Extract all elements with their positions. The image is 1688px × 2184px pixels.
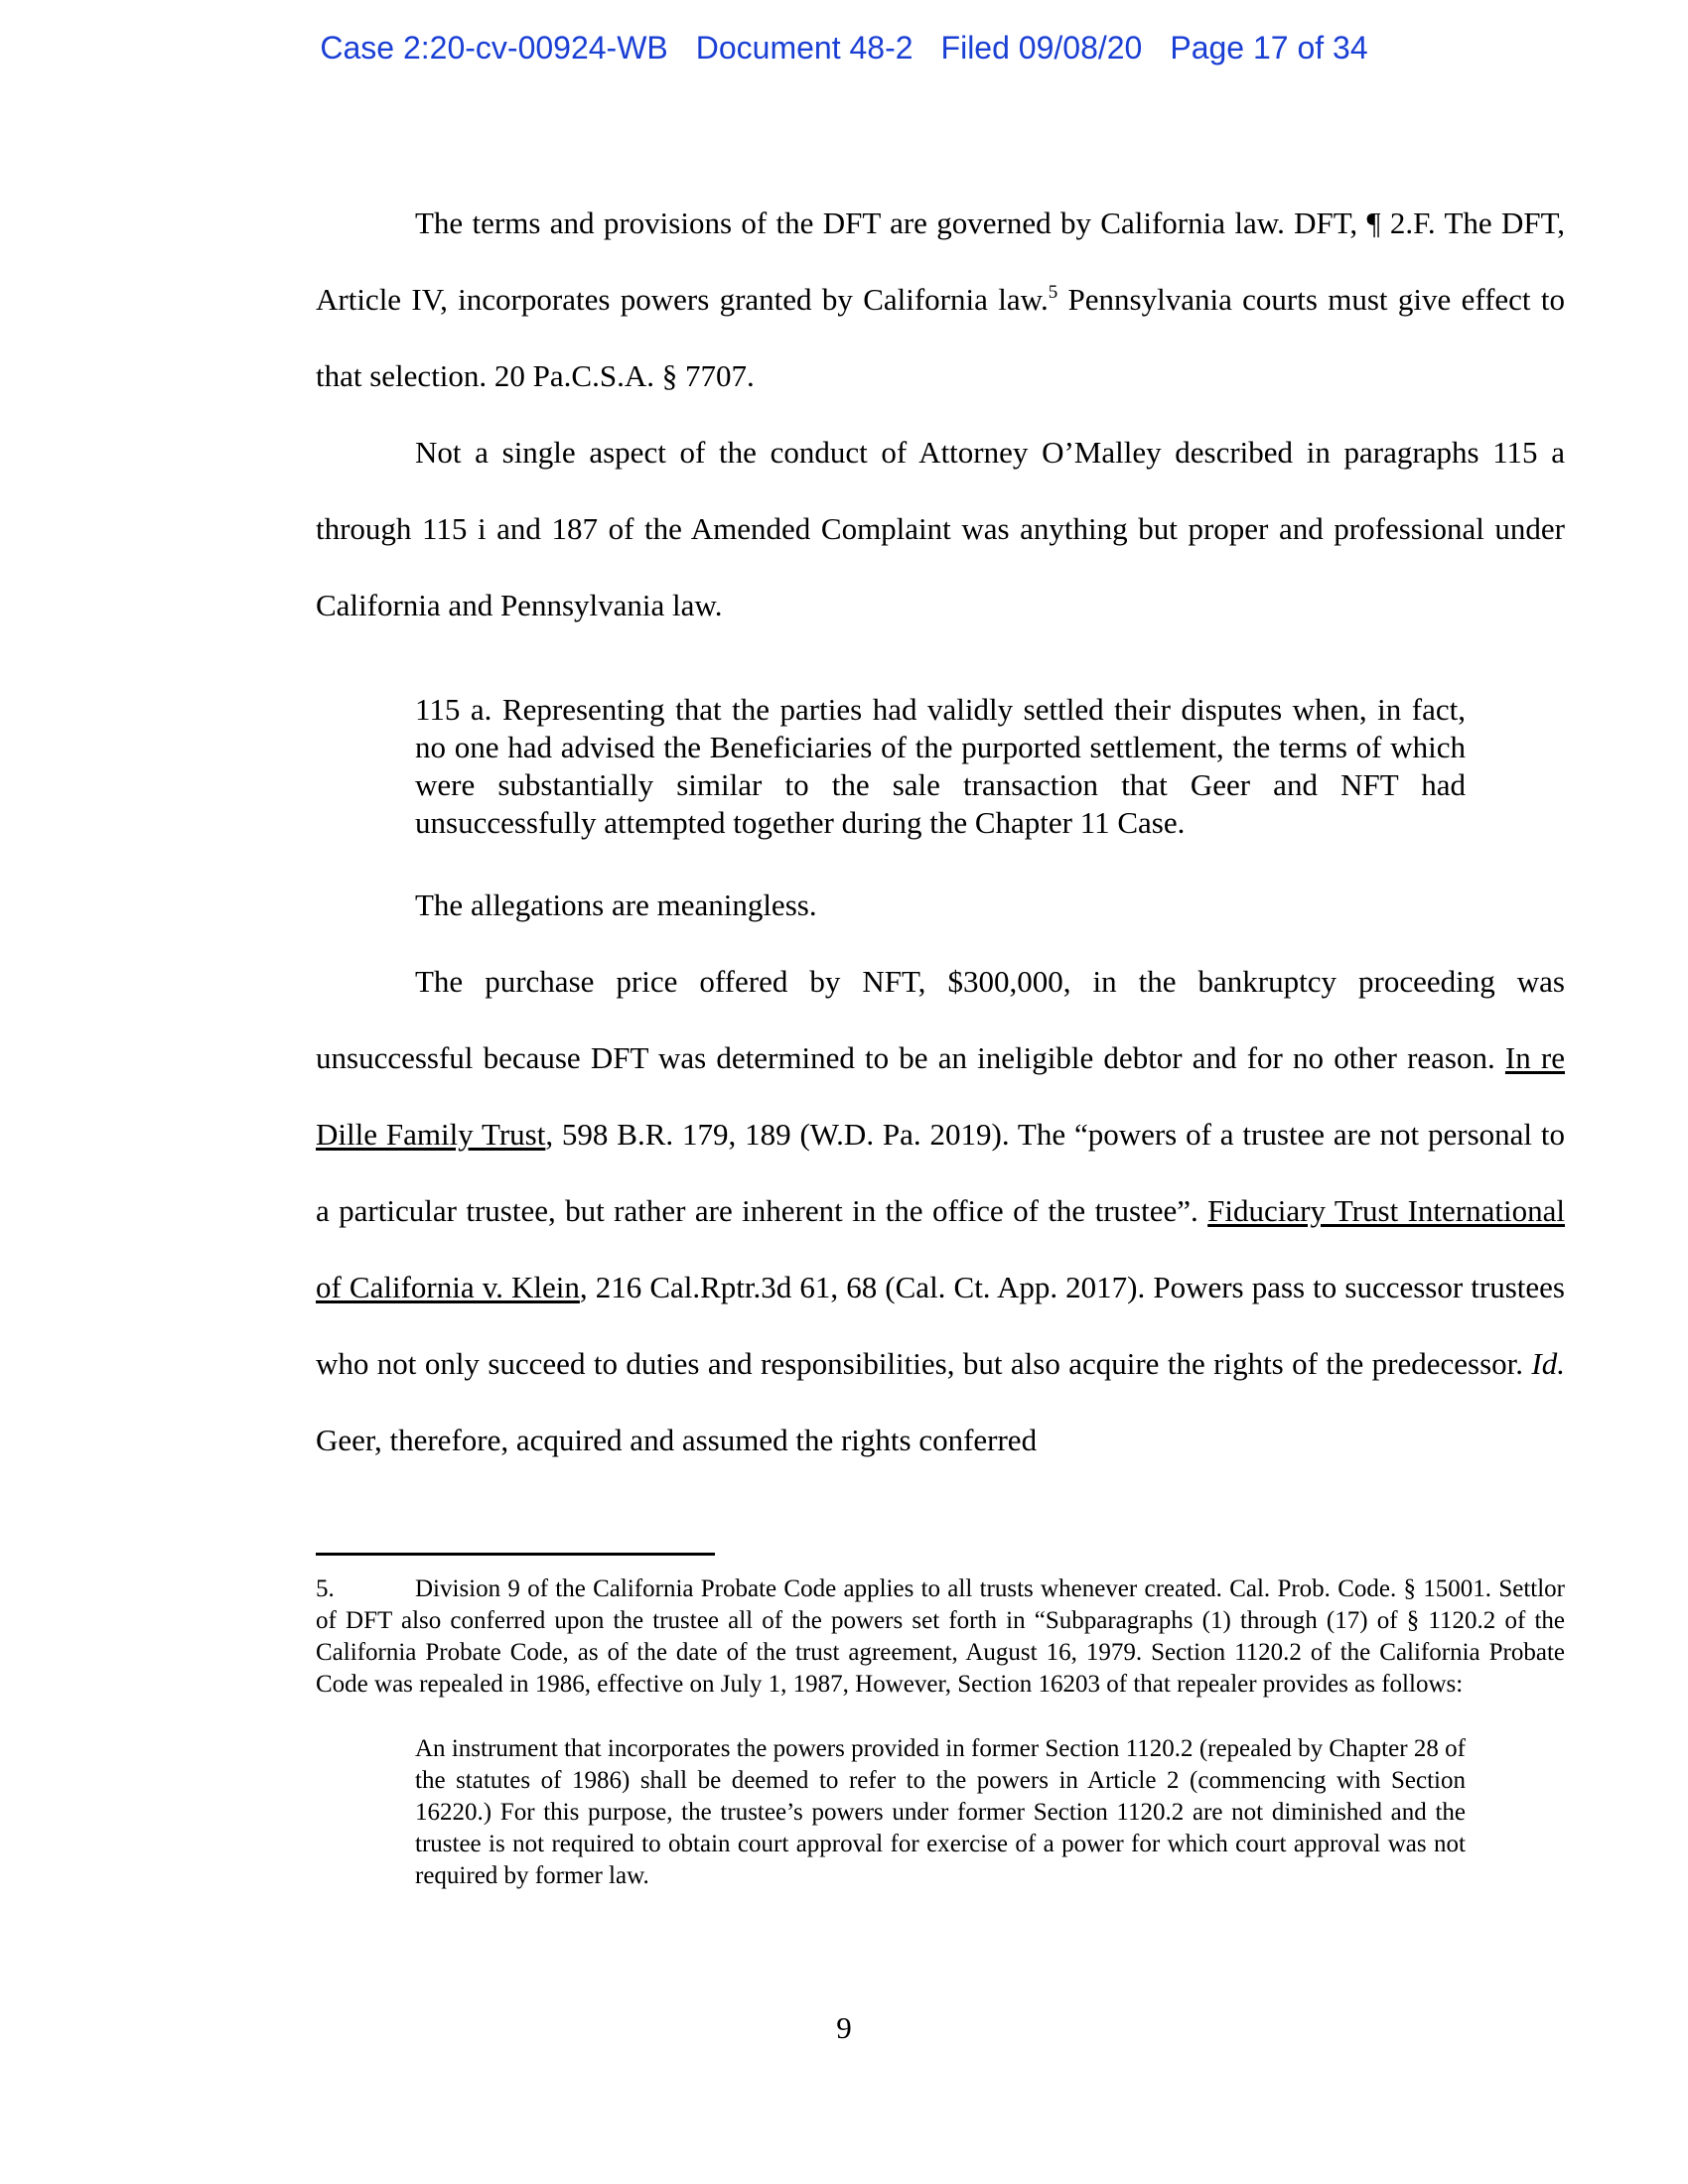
case-number: Case 2:20-cv-00924-WB — [320, 30, 668, 66]
para1-text-a: The terms and provisions of the DFT are governed by California law. DFT, ¶ 2.F. The DFT, Article IV, incorporates powers granted by California law. — [316, 205, 1565, 317]
para1-text-b: Pennsylvania courts must give effect to that selection. 20 Pa.C.S.A. § 7707. — [316, 282, 1565, 393]
filed-date: Filed 09/08/20 — [940, 30, 1143, 66]
id-citation: Id. — [1531, 1346, 1565, 1381]
para4-text-d: Geer, therefore, acquired and assumed the rights conferred — [316, 1423, 1038, 1457]
document-number: Document 48-2 — [695, 30, 914, 66]
paragraph-purchase-price — [316, 943, 1565, 1478]
paragraph-conduct: Not a single aspect of the conduct of Attorney O’Malley described in paragraphs 115 a through 115 i and 187 of the Amended Complaint was anything but proper and professional under California and Pennsylvania law. — [316, 435, 1565, 622]
case-citation-klein: Fiduciary Trust International of California v. Klein — [316, 1193, 1565, 1304]
footnote-divider — [316, 1553, 715, 1556]
footnote-ref: 5 — [1048, 282, 1058, 303]
footnote-number: 5. — [316, 1575, 335, 1602]
case-citation-dille: In re Dille Family Trust — [316, 1040, 1566, 1152]
page-number: 9 — [836, 2010, 852, 2045]
para4-text-c: , 216 Cal.Rptr.3d 61, 68 (Cal. Ct. App. 2017). Powers pass to successor trustees who not only succeed to duties and responsibilities, but also acquire the rights of the predecessor. — [316, 1270, 1565, 1381]
paragraph-allegations: The allegations are meaningless. — [415, 887, 817, 922]
footnote-text: Division 9 of the California Probate Code applies to all trusts whenever created. Cal. Prob. Code. § 15001. Settlor of DFT also conferred upon the trustee all of the powers set forth in “Subparagraphs (1) through (17) of § 1120.2 of the California Probate Code, as of the date of the trust agreement, August 16, 1979. Section 1120.2 of the California Probate Code was repealed in 1986, effective on July 1, 1987, However, Section 16203 of that repealer provides as follows: — [316, 1575, 1565, 1698]
paragraph-governing-law — [316, 185, 1565, 414]
footnote-quote: An instrument that incorporates the powers provided in former Section 1120.2 (repealed by Chapter 28 of the statutes of 1986) shall be deemed to refer to the powers in Article 2 (commencing with Section 16220.) For this purpose, the trustee’s powers under former Section 1120.2 are not diminished and the trustee is not required to obtain court approval for exercise of a power for which court approval was not required by former law. — [415, 1735, 1466, 1889]
filing-header — [0, 30, 1688, 67]
para4-text-b: , 598 B.R. 179, 189 (W.D. Pa. 2019). The “powers of a trustee are not personal to a particular trustee, but rather are inherent in the office of the trustee”. — [316, 1117, 1566, 1228]
page-indicator: Page 17 of 34 — [1170, 30, 1368, 66]
block-quote-115a: 115 a. Representing that the parties had validly settled their disputes when, in fact, no one had advised the Beneficiaries of the purported settlement, the terms of which were substantially similar to the sale transaction that Geer and NFT had unsuccessfully attempted together during the Chapter 11 Case. — [415, 692, 1466, 840]
footnote-5 — [316, 1573, 1565, 1701]
para4-text-a: The purchase price offered by NFT, $300,000, in the bankruptcy proceeding was unsuccessful because DFT was determined to be an ineligible debtor and for no other reason. — [316, 964, 1565, 1075]
